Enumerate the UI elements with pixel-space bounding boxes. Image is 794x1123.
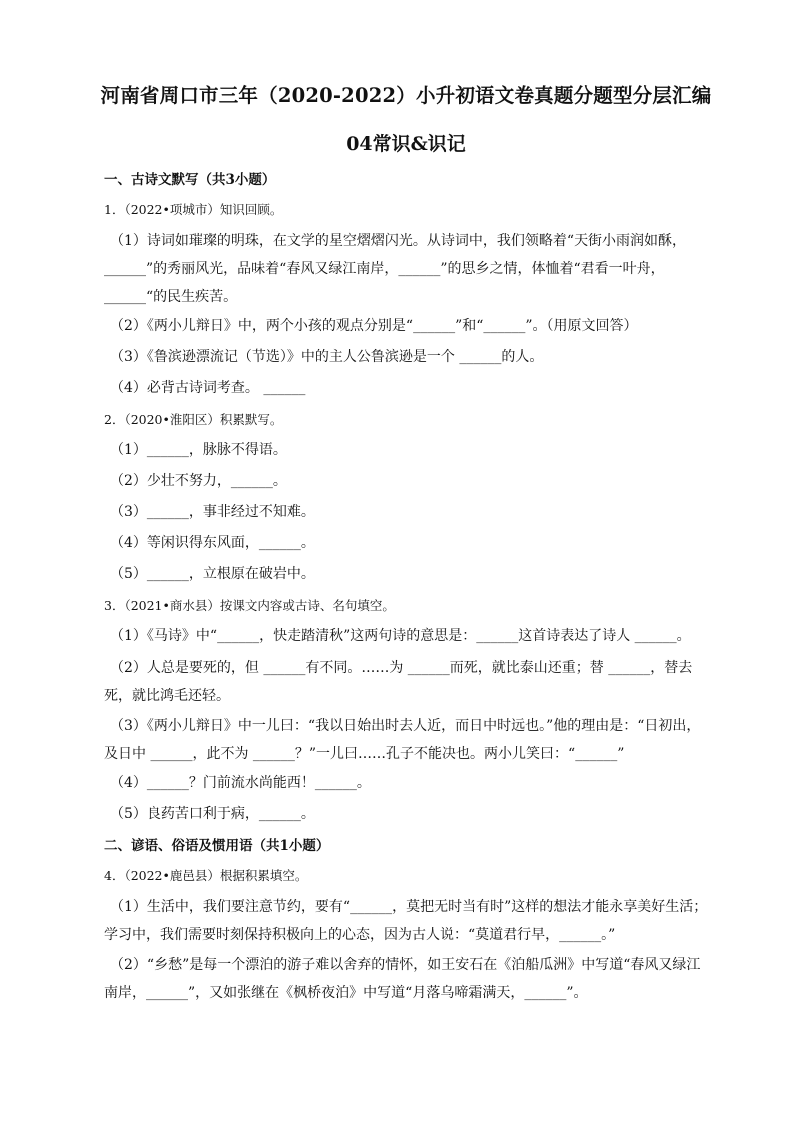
question-item: （2）少壮不努力，______。	[110, 473, 287, 489]
question-item: （2）人总是要死的，但 ______有不同。……为 ______而死，就比泰山还重；替 ______，替去死，就比鸿毛还轻。	[104, 660, 693, 704]
question-item: （3）《鲁滨逊漂流记（节选）》中的主人公鲁滨逊是一个 ______的人。	[110, 349, 544, 365]
question-item: （4）______？门前流水尚能西！______。	[110, 775, 371, 791]
question-item: （3）《两小儿辩日》中一儿曰：“我以日始出时去人近，而日中时远也。”他的理由是：“日初出，及日中 ______，此不为 ______？”一儿曰……孔子不能决也。两小儿笑曰：“______”	[104, 718, 701, 762]
question-item: （2）《两小儿辩日》中，两个小孩的观点分别是“______”和“______”。（用原文回答）	[110, 318, 638, 334]
question-stem-1: 1．（2022•项城市）知识回顾。	[104, 202, 283, 217]
question-item: （5）良药苦口利于病，______。	[110, 806, 315, 822]
document-title: 河南省周口市三年（2020-2022）小升初语文卷真题分题型分层汇编	[100, 84, 712, 107]
question-item: （1）生活中，我们要注意节约，要有“______，莫把无时当有时”这样的想法才能永享美好生活；学习中，我们需要时刻保持积极向上的心态，因为古人说：“莫道君行早，______。”	[104, 899, 708, 943]
question-item: （3）______，事非经过不知难。	[110, 504, 315, 520]
section-heading-1: 一、古诗文默写（共3小题）	[104, 172, 276, 188]
question-stem-4: 4．（2022•鹿邑县）根据积累填空。	[104, 868, 308, 883]
question-item: （1）诗词如璀璨的明珠，在文学的星空熠熠闪光。从诗词中，我们领略着“天街小雨润如酥，______”的秀丽风光，品味着“春风又绿江南岸，______”的思乡之情，体恤着“君看一叶舟，______“的民生疾苦。	[104, 233, 687, 305]
question-item: （4）必背古诗词考查。 ______	[110, 380, 306, 396]
question-item: （4）等闲识得东风面，______。	[110, 535, 315, 551]
section-heading-2: 二、谚语、俗语及惯用语（共1小题）	[104, 838, 330, 854]
question-item: （1）______，脉脉不得语。	[110, 442, 287, 458]
question-stem-3: 3．（2021•商水县）按课文内容或古诗、名句填空。	[104, 598, 395, 613]
question-item: （2）“乡愁”是每一个漂泊的游子难以舍弃的情怀，如王安石在《泊船瓜洲》中写道“春风又绿江南岸，______”，又如张继在《枫桥夜泊》中写道“月落乌啼霜满天，______”。	[104, 957, 701, 1001]
question-item: （1）《马诗》中“______，快走踏清秋”这两句诗的意思是：______这首诗表达了诗人 ______。	[110, 628, 691, 644]
question-item: （5）______，立根原在破岩中。	[110, 566, 315, 582]
question-stem-2: 2．（2020•淮阳区）积累默写。	[104, 412, 283, 427]
document-subtitle: 04常识&识记	[346, 133, 466, 155]
